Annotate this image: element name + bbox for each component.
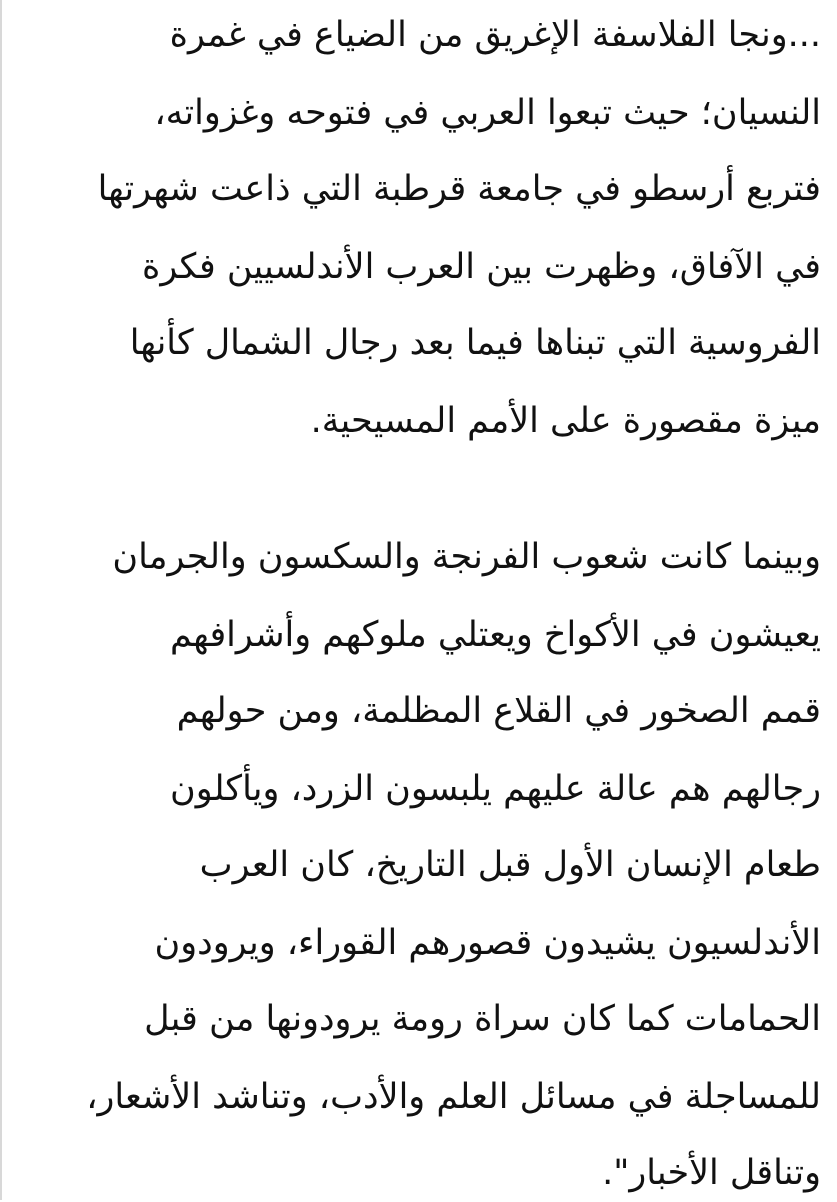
text-line: الحمامات كما كان سراة رومة يرودونها من قبل (144, 999, 821, 1039)
text-line: يعيشون في الأكواخ ويعتلي ملوكهم وأشرافهم (170, 615, 821, 655)
text-line: فتربع أرسطو في جامعة قرطبة التي ذاعت شهرتها (97, 169, 821, 209)
page-edge-divider (0, 0, 2, 1200)
text-line: قمم الصخور في القلاع المظلمة، ومن حولهم (176, 691, 821, 731)
text-line: ...ونجا الفلاسفة الإغريق من الضياع في غمرة (169, 15, 821, 55)
text-line: رجالهم هم عالة عليهم يلبسون الزرد، ويأكلون (170, 769, 821, 809)
text-line: ميزة مقصورة على الأمم المسيحية. (310, 401, 821, 441)
text-line: النسيان؛ حيث تبعوا العربي في فتوحه وغزواته، (154, 93, 821, 133)
text-line: طعام الإنسان الأول قبل التاريخ، كان العرب (199, 845, 821, 885)
text-line: وبينما كانت شعوب الفرنجة والسكسون والجرمان (112, 537, 821, 577)
text-line: للمساجلة في مسائل العلم والأدب، وتناشد الأشعار، (86, 1077, 821, 1117)
text-line: الأندلسيون يشيدون قصورهم القوراء، ويرودون (154, 923, 821, 963)
text-line: الفروسية التي تبناها فيما بعد رجال الشمال كأنها (129, 323, 821, 363)
text-line: في الآفاق، وظهرت بين العرب الأندلسيين فكرة (142, 247, 821, 287)
text-line: وتناقل الأخبار". (602, 1153, 821, 1193)
